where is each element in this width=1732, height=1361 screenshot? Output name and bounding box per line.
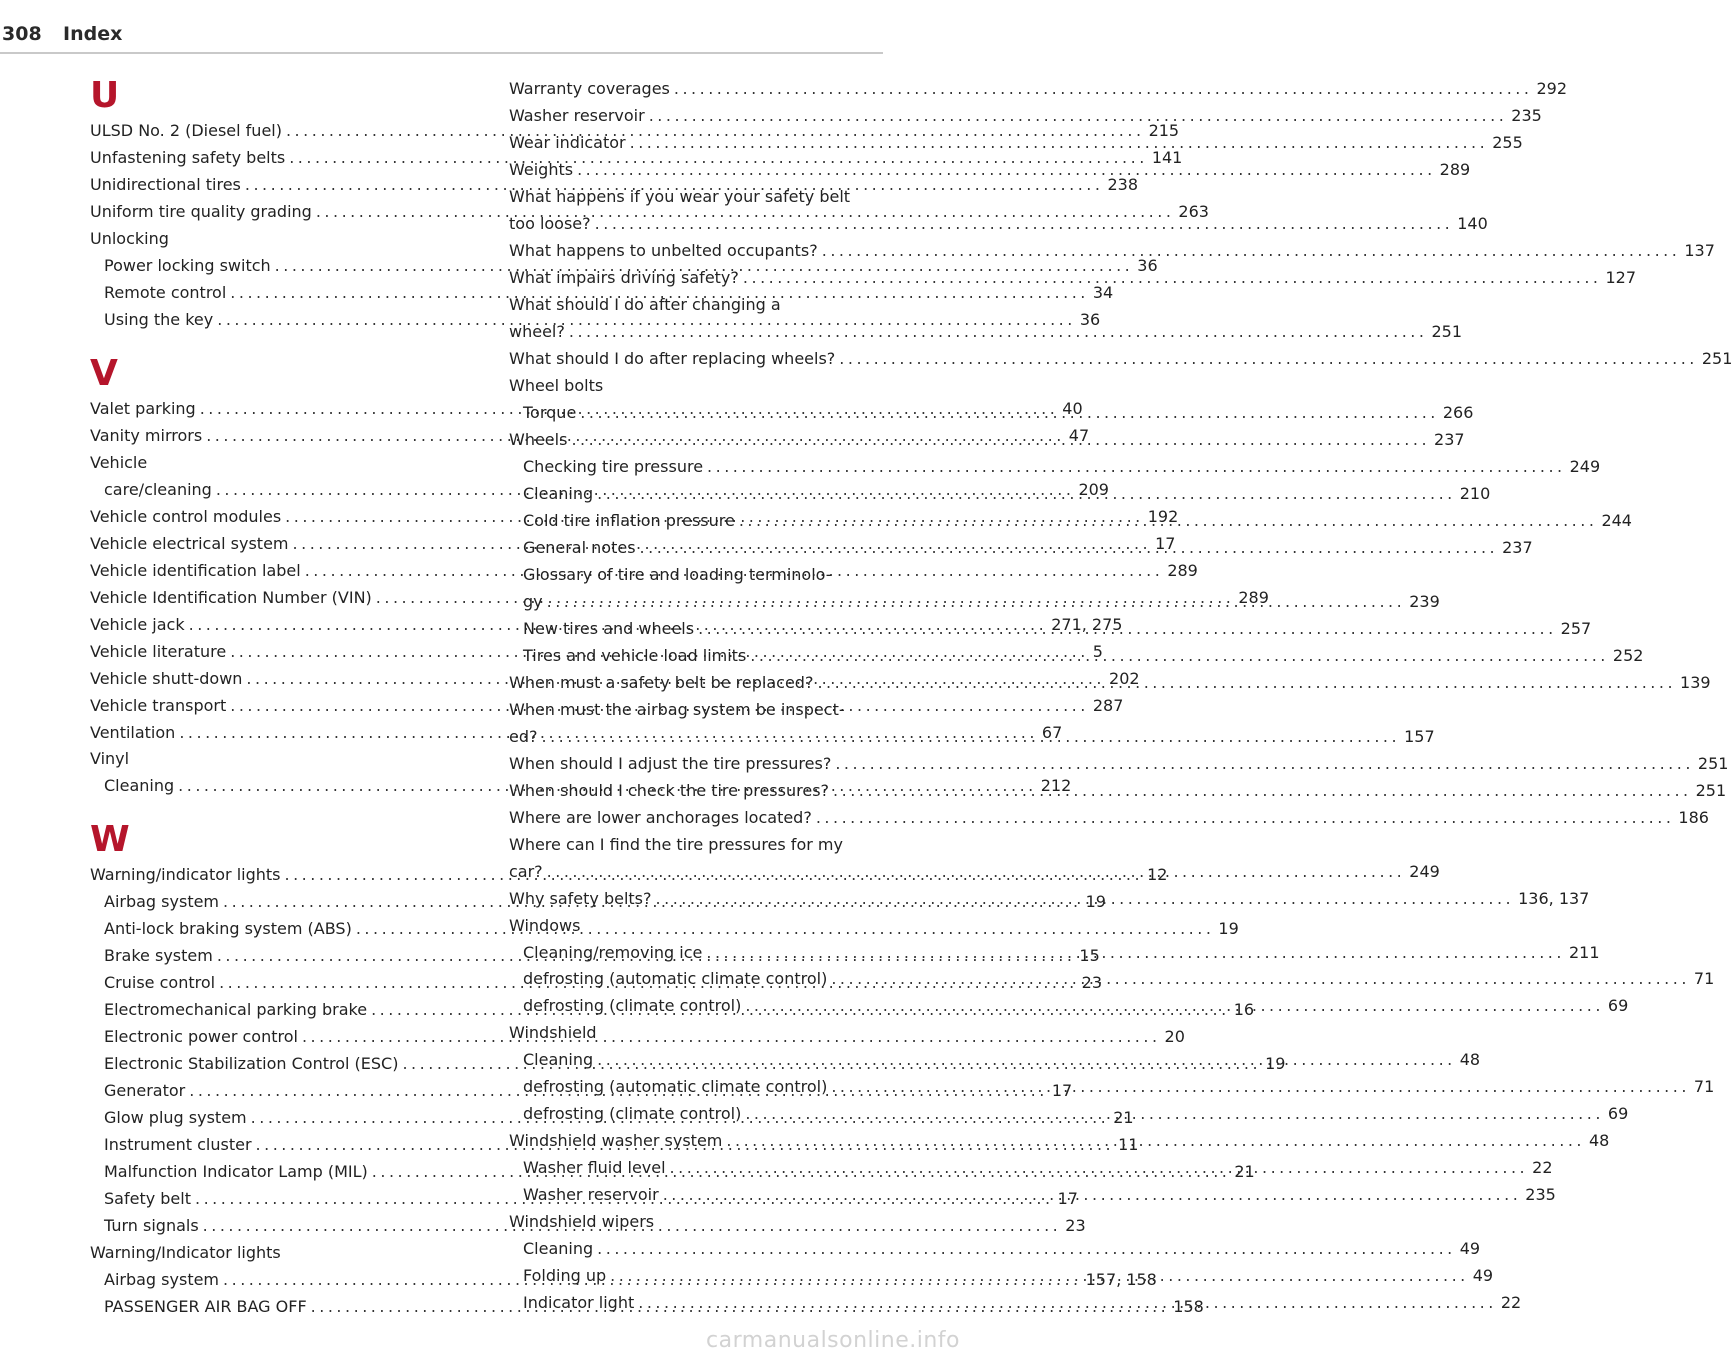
- entry-label: Remote control: [104, 282, 227, 302]
- entry-page-number: 34: [1092, 282, 1114, 302]
- entry-page-number: 49: [1472, 1266, 1494, 1286]
- index-heading: When must the airbag system be inspect-: [509, 699, 845, 719]
- dot-leader: [739, 509, 1598, 534]
- entry-label: Washer reservoir: [523, 1185, 659, 1205]
- index-entry[interactable]: [509, 752, 1729, 777]
- entry-label: General notes: [523, 537, 636, 557]
- index-entry[interactable]: [509, 158, 1471, 183]
- page-number: 308: [2, 23, 42, 45]
- entry-label: Cleaning: [523, 1050, 594, 1070]
- entry-page-number: 251: [1697, 753, 1729, 773]
- entry-label: New tires and wheels: [523, 618, 695, 638]
- entry-label: Cold tire inflation pressure: [523, 510, 735, 530]
- entry-label: Electronic Stabilization Control (ESC): [104, 1054, 399, 1074]
- entry-page-number: 251: [1431, 321, 1462, 341]
- entry-label: Generator: [104, 1081, 186, 1101]
- entry-page-number: 215: [1148, 121, 1180, 140]
- entry-page-number: 48: [1459, 1050, 1481, 1070]
- entry-page-number: 244: [1601, 510, 1632, 530]
- entry-page-number: 235: [1525, 1185, 1556, 1205]
- dot-leader: [663, 1183, 1522, 1208]
- entry-label: ed?: [509, 726, 538, 746]
- entry-page-number: 19: [1265, 1054, 1286, 1074]
- entry-page-number: 257: [1560, 618, 1592, 638]
- entry-label: Unfastening safety belts: [90, 147, 286, 167]
- index-entry[interactable]: [509, 131, 1523, 156]
- entry-label: defrosting (climate control): [523, 1104, 742, 1124]
- entry-page-number: 238: [1107, 174, 1139, 194]
- dot-leader: [630, 131, 1489, 156]
- entry-label: Vanity mirrors: [90, 425, 203, 445]
- entry-page-number: 141: [1151, 147, 1183, 167]
- dot-leader: [822, 239, 1681, 264]
- entry-page-number: 71: [1693, 969, 1715, 989]
- entry-page-number: 251: [1695, 780, 1727, 800]
- index-entry[interactable]: [509, 644, 1644, 669]
- entry-page-number: 49: [1459, 1239, 1481, 1259]
- index-entry[interactable]: [509, 266, 1637, 291]
- entry-label: What happens to unbelted occupants?: [509, 240, 818, 260]
- dot-leader: [831, 1075, 1690, 1100]
- dot-leader: [817, 671, 1676, 696]
- entry-label: Vehicle literature: [90, 641, 227, 661]
- entry-label: Folding up: [523, 1266, 607, 1286]
- dot-leader: [649, 104, 1508, 129]
- entry-page-number: 69: [1607, 1104, 1629, 1124]
- dot-leader: [569, 320, 1428, 345]
- entry-label: ULSD No. 2 (Diesel fuel): [90, 121, 282, 140]
- entry-page-number: 19: [1085, 892, 1106, 912]
- section-title: Index: [63, 23, 123, 45]
- entry-page-number: 15: [1079, 946, 1100, 966]
- entry-page-number: 255: [1492, 132, 1523, 152]
- entry-page-number: 67: [1041, 722, 1063, 742]
- entry-label: Where are lower anchorages located?: [509, 807, 812, 827]
- dot-leader: [580, 401, 1439, 426]
- entry-label: Airbag system: [104, 1270, 220, 1290]
- entry-label: Safety belt: [104, 1189, 191, 1209]
- entry-page-number: 127: [1605, 267, 1637, 287]
- entry-page-number: 202: [1109, 668, 1140, 688]
- index-entry[interactable]: [509, 104, 1542, 129]
- entry-page-number: 12: [1147, 865, 1168, 885]
- entry-label: Power locking switch: [104, 255, 271, 275]
- index-heading: Vinyl: [90, 749, 130, 769]
- dot-leader: [835, 752, 1694, 777]
- index-entry[interactable]: [509, 77, 1568, 102]
- entry-page-number: 158: [1173, 1297, 1204, 1317]
- dot-leader: [816, 806, 1675, 831]
- entry-page-number: 210: [1459, 483, 1491, 503]
- index-entry[interactable]: [509, 1237, 1481, 1262]
- entry-label: Electromechanical parking brake: [104, 1000, 368, 1020]
- section-letter: W: [90, 819, 130, 861]
- entry-page-number: 287: [1092, 695, 1124, 715]
- entry-page-number: 263: [1178, 201, 1209, 221]
- entry-page-number: 17: [1057, 1189, 1078, 1209]
- entry-label: Electronic power control: [104, 1027, 298, 1047]
- entry-page-number: 47: [1068, 425, 1090, 445]
- entry-page-number: 251: [1701, 348, 1732, 368]
- section-letter: U: [90, 75, 120, 116]
- entry-label: wheel?: [509, 321, 565, 341]
- dot-leader: [743, 266, 1602, 291]
- entry-page-number: 71: [1693, 1077, 1715, 1097]
- dot-leader: [833, 779, 1692, 804]
- entry-page-number: 48: [1588, 1131, 1610, 1151]
- entry-label: Vehicle control modules: [90, 506, 282, 526]
- dot-leader: [707, 455, 1566, 480]
- entry-page-number: 237: [1434, 429, 1465, 449]
- entry-page-number: 69: [1607, 996, 1629, 1016]
- entry-label: Uniform tire quality grading: [90, 201, 312, 221]
- entry-page-number: 23: [1065, 1216, 1086, 1236]
- entry-label: defrosting (climate control): [523, 996, 742, 1016]
- entry-page-number: 140: [1457, 213, 1488, 233]
- entry-page-number: 266: [1442, 402, 1474, 422]
- entry-page-number: 292: [1536, 79, 1568, 98]
- entry-label: Cleaning: [523, 1239, 594, 1259]
- entry-page-number: 209: [1078, 479, 1109, 499]
- dot-leader: [839, 347, 1698, 372]
- index-heading: Windows: [509, 915, 581, 935]
- entry-label: Valet parking: [90, 398, 196, 418]
- index-heading: Windshield wipers: [509, 1212, 655, 1232]
- index-heading: Warning/Indicator lights: [90, 1243, 281, 1263]
- dot-leader: [745, 994, 1604, 1019]
- watermark: carmanualsonline.info: [706, 1328, 960, 1353]
- dot-leader: [745, 1102, 1604, 1127]
- index-entry[interactable]: [90, 478, 1109, 503]
- dot-leader: [571, 428, 1430, 453]
- index-entry[interactable]: [509, 212, 1488, 237]
- index-heading: What should I do after changing a: [509, 294, 781, 314]
- entry-label: When must a safety belt be replaced?: [509, 672, 814, 692]
- entry-label: Anti-lock braking system (ABS): [104, 919, 352, 939]
- entry-label: Using the key: [104, 309, 214, 329]
- entry-label: Warranty coverages: [509, 79, 670, 98]
- entry-label: defrosting (automatic climate control): [523, 1077, 828, 1097]
- index-heading: Unlocking: [90, 228, 169, 248]
- entry-label: Airbag system: [104, 892, 220, 912]
- entry-label: defrosting (automatic climate control): [523, 969, 828, 989]
- index-entry[interactable]: [509, 455, 1601, 480]
- dot-leader: [640, 536, 1499, 561]
- entry-label: Vehicle transport: [90, 695, 227, 715]
- entry-page-number: 36: [1137, 255, 1158, 275]
- index-heading: Glossary of tire and loading terminolo-: [523, 564, 832, 584]
- entry-page-number: 271, 275: [1051, 614, 1123, 634]
- entry-page-number: 22: [1532, 1158, 1553, 1178]
- dot-leader: [542, 725, 1401, 750]
- entry-label: Wear indicator: [509, 132, 626, 152]
- entry-label: What impairs driving safety?: [509, 267, 739, 287]
- entry-page-number: 22: [1500, 1293, 1522, 1313]
- dot-leader: [597, 1237, 1456, 1262]
- entry-label: Glow plug system: [104, 1108, 247, 1128]
- entry-page-number: 239: [1409, 591, 1440, 611]
- entry-label: Vehicle jack: [90, 614, 185, 634]
- entry-page-number: 16: [1233, 1000, 1255, 1020]
- entry-page-number: 211: [1568, 942, 1600, 962]
- entry-page-number: 237: [1502, 537, 1533, 557]
- entry-label: What should I do after replacing wheels?: [509, 348, 836, 368]
- entry-page-number: 20: [1164, 1027, 1185, 1047]
- index-entry[interactable]: [509, 347, 1732, 372]
- dot-leader: [706, 941, 1565, 966]
- entry-page-number: 289: [1439, 159, 1471, 179]
- index-heading: Windshield: [509, 1023, 597, 1043]
- entry-page-number: 5: [1092, 641, 1103, 661]
- entry-label: care/cleaning: [104, 479, 212, 499]
- entry-page-number: 17: [1155, 533, 1176, 553]
- entry-label: When should I adjust the tire pressures?: [509, 753, 832, 773]
- entry-label: Windshield washer system: [509, 1131, 723, 1151]
- dot-leader: [750, 644, 1609, 669]
- entry-label: Indicator light: [523, 1293, 635, 1313]
- entry-label: Malfunction Indicator Lamp (MIL): [104, 1162, 368, 1182]
- entry-label: When should I check the tire pressures?: [509, 780, 830, 800]
- entry-page-number: 19: [1218, 919, 1239, 939]
- index-entry[interactable]: [509, 806, 1709, 831]
- entry-label: Turn signals: [104, 1216, 199, 1236]
- page-header: [0, 22, 883, 54]
- entry-label: gy: [523, 591, 543, 611]
- index-entry[interactable]: [509, 320, 1462, 345]
- dot-leader: [610, 1264, 1469, 1289]
- entry-page-number: 137: [1684, 240, 1715, 260]
- entry-label: Ventilation: [90, 722, 176, 742]
- entry-page-number: 17: [1051, 1081, 1073, 1101]
- entry-page-number: 21: [1234, 1162, 1255, 1182]
- index-heading: Where can I find the tire pressures for my: [509, 834, 843, 854]
- dot-leader: [674, 77, 1533, 102]
- entry-label: Torque: [523, 402, 577, 422]
- entry-label: Vehicle electrical system: [90, 533, 289, 553]
- entry-label: Tires and vehicle load limits: [523, 645, 747, 665]
- index-entry[interactable]: [509, 239, 1715, 264]
- entry-page-number: 249: [1569, 456, 1601, 476]
- entry-page-number: 21: [1113, 1108, 1134, 1128]
- entry-page-number: 139: [1680, 672, 1711, 692]
- entry-label: PASSENGER AIR BAG OFF: [104, 1297, 307, 1317]
- index-heading: Vehicle: [90, 452, 148, 472]
- entry-page-number: 23: [1081, 973, 1103, 993]
- index-heading: Wheel bolts: [509, 375, 604, 395]
- dot-leader: [726, 1129, 1585, 1154]
- entry-label: Instrument cluster: [104, 1135, 252, 1155]
- entry-label: Cleaning: [104, 776, 175, 796]
- dot-leader: [656, 887, 1515, 912]
- entry-page-number: 136, 137: [1518, 888, 1590, 908]
- entry-page-number: 36: [1079, 309, 1101, 329]
- entry-label: Checking tire pressure: [523, 456, 704, 476]
- entry-label: car?: [509, 861, 543, 881]
- entry-page-number: 186: [1678, 807, 1709, 827]
- entry-label: Weights: [509, 159, 574, 179]
- dot-leader: [597, 482, 1456, 507]
- entry-page-number: 289: [1238, 587, 1269, 607]
- entry-label: Vehicle Identification Number (VIN): [90, 587, 372, 607]
- index-heading: What happens if you wear your safety belt: [509, 186, 851, 206]
- dot-leader: [595, 212, 1454, 237]
- section-letter: V: [90, 352, 118, 394]
- entry-label: Cruise control: [104, 973, 216, 993]
- entry-page-number: 40: [1062, 398, 1083, 418]
- entry-page-number: 252: [1612, 645, 1644, 665]
- entry-page-number: 249: [1409, 861, 1440, 881]
- entry-label: Cleaning: [523, 483, 594, 503]
- entry-page-number: 192: [1147, 506, 1179, 526]
- dot-leader: [547, 860, 1406, 885]
- entry-label: Washer reservoir: [509, 105, 645, 125]
- dot-leader: [577, 158, 1436, 183]
- entry-page-number: 157, 158: [1085, 1270, 1157, 1290]
- entry-page-number: 157: [1404, 726, 1435, 746]
- entry-page-number: 212: [1040, 776, 1072, 796]
- dot-leader: [547, 590, 1406, 615]
- entry-label: Washer fluid level: [523, 1158, 666, 1178]
- entry-label: too loose?: [509, 213, 591, 233]
- entry-label: Vehicle identification label: [90, 560, 301, 580]
- entry-label: Vehicle shutt-down: [90, 668, 243, 688]
- entry-page-number: 11: [1118, 1135, 1139, 1155]
- entry-label: Wheels: [509, 429, 568, 449]
- dot-leader: [597, 1048, 1456, 1073]
- entry-label: Warning/indicator lights: [90, 865, 281, 885]
- entry-label: Why safety belts?: [509, 888, 652, 908]
- entry-page-number: 235: [1511, 105, 1542, 125]
- entry-label: Unidirectional tires: [90, 174, 241, 194]
- entry-page-number: 289: [1167, 560, 1198, 580]
- dot-leader: [670, 1156, 1529, 1181]
- dot-leader: [831, 967, 1690, 992]
- entry-label: Cleaning/removing ice: [523, 942, 703, 962]
- dot-leader: [698, 617, 1557, 642]
- entry-label: Brake system: [104, 946, 213, 966]
- dot-leader: [638, 1291, 1497, 1316]
